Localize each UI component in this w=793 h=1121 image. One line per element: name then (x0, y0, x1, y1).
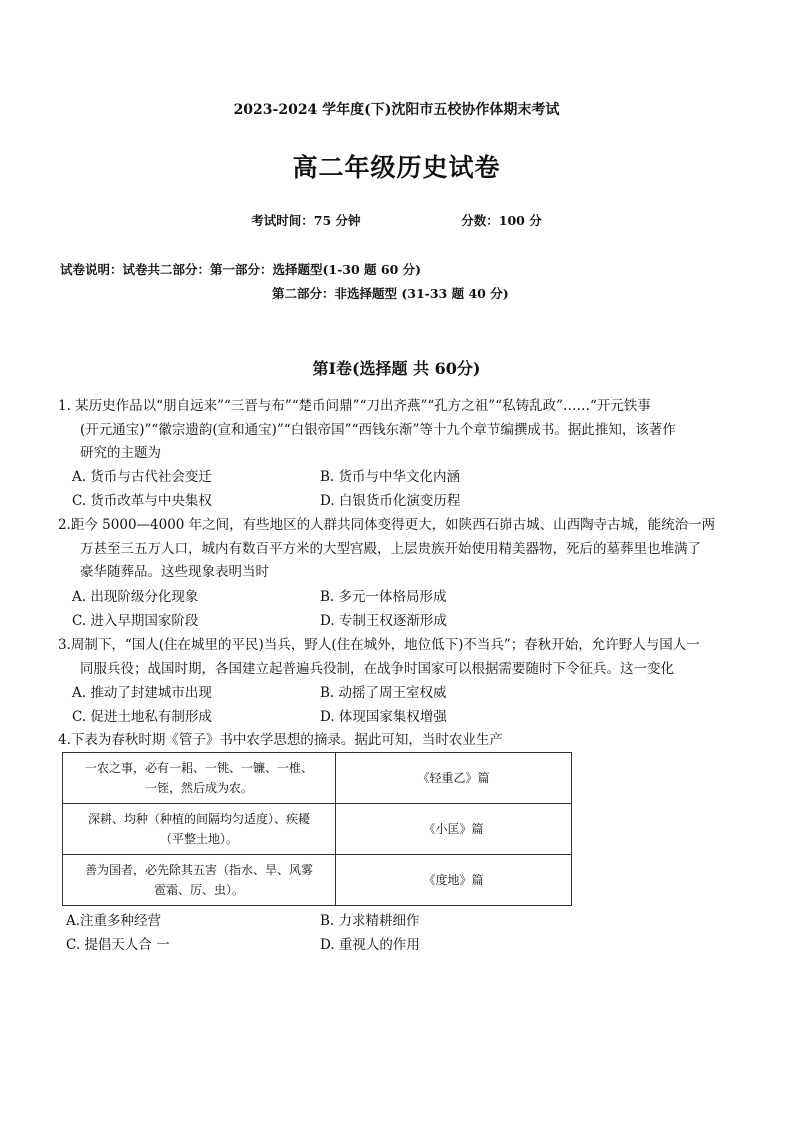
option-1b: B. 货币与中华文化内涵 (320, 469, 461, 485)
option-1a: A. 货币与古代社会变迁 (72, 469, 212, 485)
option-1c: C. 货币改革与中央集权 (72, 493, 212, 509)
exam-meta (0, 211, 793, 229)
table-cell-text: 深耕、均种（种植的间隔均匀适度）、疾耰 （平整土地）。 (63, 804, 336, 855)
option-3c: C. 促进土地私有制形成 (72, 709, 212, 725)
question-1 (58, 395, 738, 466)
guanzi-excerpt-table (62, 752, 572, 906)
question-4 (58, 729, 738, 753)
question-text: 3.周制下，“国人(住在城里的平民)当兵，野人(住在城外，地位低下)不当兵”；春秋开始，允许野人与国人一 (58, 637, 700, 653)
table-cell-source: 《度地》篇 (336, 855, 572, 906)
question-text: 4.下表为春秋时期《管子》书中农学思想的摘录。据此可知，当时农业生产 (58, 732, 503, 748)
table-row (63, 804, 572, 855)
question-text: 万甚至三五万人口，城内有数百平方米的大型宫殿，上层贵族开始使用精美器物，死后的墓葬里也堆满了 (80, 540, 701, 557)
option-3a: A. 推动了封建城市出现 (72, 685, 212, 701)
option-2a: A. 出现阶级分化现象 (72, 589, 199, 605)
section-title: 第Ⅰ卷(选择题 共 60分) (312, 359, 481, 378)
option-1d: D. 白银货币化演变历程 (320, 493, 461, 509)
table-row (63, 753, 572, 804)
exam-note-line1: 试卷说明：试卷共二部分：第一部分：选择题型(1-30 题 60 分) (60, 262, 422, 277)
question-text: 研究的主题为 (80, 445, 161, 461)
question-text: 豪华随葬品。这些现象表明当时 (80, 564, 269, 580)
question-text: 1. 某历史作品以“朋自远来”“三晋与布”“楚币问鼎”“刀出齐燕”“孔方之祖”“私铸乱政”……“开元铁事 (58, 398, 651, 414)
question-text: 同服兵役；战国时期，各国建立起普遍兵役制，在战争时国家可以根据需要随时下令征兵。这一变化 (80, 660, 674, 677)
table-cell-source: 《小匡》篇 (336, 804, 572, 855)
table-cell-text: 善为国者，必先除其五害（指水、旱、风雾 雹霜、厉、虫）。 (63, 855, 336, 906)
question-2 (58, 514, 738, 585)
option-4d: D. 重视人的作用 (320, 937, 420, 953)
table-cell-text: 一农之事，必有一耜、一铫、一镰、一椎、 一铚，然后成为农。 (63, 753, 336, 804)
question-3 (58, 634, 738, 681)
option-3d: D. 体现国家集权增强 (320, 709, 447, 725)
table-cell-source: 《轻重乙》篇 (336, 753, 572, 804)
page-title: 高二年级历史试卷 (292, 153, 501, 182)
option-4a: A.注重多种经营 (66, 913, 162, 929)
option-2d: D. 专制王权逐渐形成 (320, 613, 447, 629)
question-text: (开元通宝)”“徽宗遗韵(宣和通宝)”“白银帝国”“西钱东渐”等十九个章节编撰成书。据此推知，该著作 (80, 421, 676, 438)
option-4c: C. 提倡天人合 一 (66, 937, 170, 953)
exam-subtitle: 2023-2024 学年度(下)沈阳市五校协作体期末考试 (233, 102, 560, 118)
option-3b: B. 动摇了周王室权威 (320, 685, 447, 701)
option-2b: B. 多元一体格局形成 (320, 589, 447, 605)
option-4b: B. 力求精耕细作 (320, 913, 420, 929)
exam-score: 分数：100 分 (461, 213, 542, 228)
exam-note-line2: 第二部分：非选择题型 (31-33 题 40 分) (272, 286, 509, 301)
exam-time: 考试时间：75 分钟 (251, 213, 361, 228)
option-2c: C. 进入早期国家阶段 (72, 613, 199, 629)
question-text: 2.距今 5000—4000 年之间，有些地区的人群共同体变得更大，如陕西石峁古城、山西陶寺古城，能统治一两 (58, 517, 716, 533)
table-row (63, 855, 572, 906)
